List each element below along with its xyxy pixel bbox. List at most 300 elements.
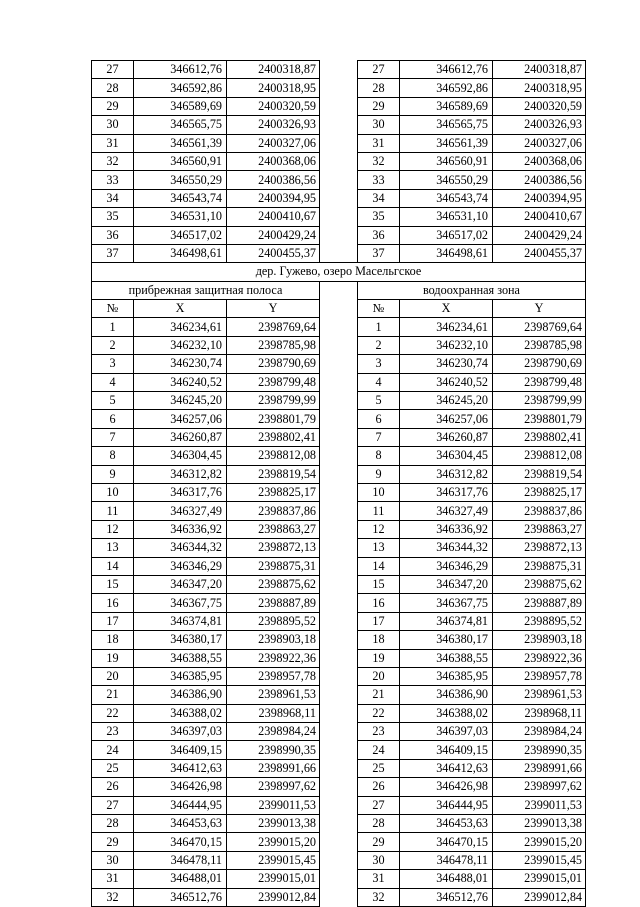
y-coordinate-left: 2398887,89 (227, 594, 320, 612)
x-coordinate-left: 346550,29 (134, 171, 227, 189)
point-number-left: 16 (92, 594, 134, 612)
header-num-right: № (358, 300, 400, 318)
point-number-right: 11 (358, 502, 400, 520)
point-number-left: 34 (92, 189, 134, 207)
y-coordinate-right: 2400318,87 (493, 61, 586, 79)
coordinates-table (91, 60, 586, 907)
header-x-left: X (134, 300, 227, 318)
x-coordinate-right: 346234,61 (400, 318, 493, 336)
gap-cell (320, 833, 358, 851)
x-coordinate-left: 346304,45 (134, 447, 227, 465)
point-number-left: 23 (92, 723, 134, 741)
table-row (92, 815, 586, 833)
point-number-right: 27 (358, 61, 400, 79)
section-title: дер. Гужево, озеро Масельгское (92, 263, 586, 281)
point-number-right: 1 (358, 318, 400, 336)
x-coordinate-left: 346380,17 (134, 631, 227, 649)
y-coordinate-right: 2398990,35 (493, 741, 586, 759)
table-body (92, 61, 586, 907)
point-number-left: 19 (92, 649, 134, 667)
x-coordinate-right: 346347,20 (400, 575, 493, 593)
point-number-left: 17 (92, 612, 134, 630)
y-coordinate-left: 2398801,79 (227, 410, 320, 428)
y-coordinate-left: 2399015,45 (227, 851, 320, 869)
gap-cell (320, 447, 358, 465)
table-row (92, 539, 586, 557)
point-number-right: 16 (358, 594, 400, 612)
y-coordinate-right: 2400410,67 (493, 208, 586, 226)
x-coordinate-right: 346367,75 (400, 594, 493, 612)
gap-cell (320, 116, 358, 134)
x-coordinate-right: 346336,92 (400, 520, 493, 538)
gap-cell (320, 612, 358, 630)
point-number-right: 28 (358, 79, 400, 97)
point-number-left: 32 (92, 152, 134, 170)
y-coordinate-right: 2398968,11 (493, 704, 586, 722)
y-coordinate-left: 2398802,41 (227, 428, 320, 446)
x-coordinate-left: 346470,15 (134, 833, 227, 851)
point-number-left: 30 (92, 851, 134, 869)
table-row (92, 557, 586, 575)
y-coordinate-left: 2398875,31 (227, 557, 320, 575)
x-coordinate-left: 346257,06 (134, 410, 227, 428)
gap-cell (320, 355, 358, 373)
point-number-right: 30 (358, 116, 400, 134)
x-coordinate-right: 346245,20 (400, 392, 493, 410)
x-coordinate-left: 346412,63 (134, 759, 227, 777)
gap-cell (320, 244, 358, 262)
y-coordinate-left: 2398799,99 (227, 392, 320, 410)
table-row (92, 704, 586, 722)
x-coordinate-left: 346444,95 (134, 796, 227, 814)
table-row (92, 373, 586, 391)
gap-cell (320, 649, 358, 667)
table-row (92, 171, 586, 189)
table-row (92, 465, 586, 483)
point-number-left: 2 (92, 336, 134, 354)
y-coordinate-right: 2398799,48 (493, 373, 586, 391)
gap-cell (320, 888, 358, 906)
y-coordinate-right: 2400368,06 (493, 152, 586, 170)
y-coordinate-left: 2398785,98 (227, 336, 320, 354)
y-coordinate-left: 2399015,20 (227, 833, 320, 851)
x-coordinate-right: 346327,49 (400, 502, 493, 520)
table-row (92, 796, 586, 814)
gap-cell (320, 851, 358, 869)
zone-left-label: прибрежная защитная полоса (92, 281, 320, 299)
x-coordinate-right: 346412,63 (400, 759, 493, 777)
gap-cell (320, 318, 358, 336)
y-coordinate-right: 2400318,95 (493, 79, 586, 97)
point-number-right: 29 (358, 97, 400, 115)
point-number-left: 36 (92, 226, 134, 244)
gap-cell (320, 300, 358, 318)
x-coordinate-right: 346512,76 (400, 888, 493, 906)
x-coordinate-right: 346409,15 (400, 741, 493, 759)
table-row (92, 759, 586, 777)
gap-cell (320, 483, 358, 501)
y-coordinate-right: 2398875,31 (493, 557, 586, 575)
x-coordinate-left: 346232,10 (134, 336, 227, 354)
table-row (92, 483, 586, 501)
y-coordinate-right: 2398957,78 (493, 667, 586, 685)
y-coordinate-left: 2400394,95 (227, 189, 320, 207)
point-number-right: 13 (358, 539, 400, 557)
gap-cell (320, 61, 358, 79)
y-coordinate-left: 2398819,54 (227, 465, 320, 483)
y-coordinate-right: 2400386,56 (493, 171, 586, 189)
x-coordinate-left: 346531,10 (134, 208, 227, 226)
x-coordinate-right: 346444,95 (400, 796, 493, 814)
x-coordinate-right: 346374,81 (400, 612, 493, 630)
y-coordinate-right: 2400327,06 (493, 134, 586, 152)
point-number-left: 29 (92, 97, 134, 115)
x-coordinate-left: 346367,75 (134, 594, 227, 612)
point-number-right: 32 (358, 152, 400, 170)
table-row (92, 336, 586, 354)
point-number-left: 33 (92, 171, 134, 189)
x-coordinate-right: 346565,75 (400, 116, 493, 134)
point-number-right: 34 (358, 189, 400, 207)
y-coordinate-right: 2398799,99 (493, 392, 586, 410)
table-row (92, 741, 586, 759)
table-row (92, 447, 586, 465)
y-coordinate-left: 2400318,87 (227, 61, 320, 79)
table-row (92, 631, 586, 649)
y-coordinate-left: 2398825,17 (227, 483, 320, 501)
x-coordinate-left: 346317,76 (134, 483, 227, 501)
point-number-left: 27 (92, 61, 134, 79)
point-number-left: 10 (92, 483, 134, 501)
y-coordinate-right: 2398872,13 (493, 539, 586, 557)
point-number-left: 35 (92, 208, 134, 226)
gap-cell (320, 723, 358, 741)
header-y-right: Y (493, 300, 586, 318)
point-number-right: 26 (358, 778, 400, 796)
point-number-right: 15 (358, 575, 400, 593)
x-coordinate-right: 346317,76 (400, 483, 493, 501)
point-number-right: 24 (358, 741, 400, 759)
y-coordinate-left: 2400368,06 (227, 152, 320, 170)
table-row (92, 649, 586, 667)
y-coordinate-right: 2398863,27 (493, 520, 586, 538)
gap-cell (320, 539, 358, 557)
x-coordinate-right: 346260,87 (400, 428, 493, 446)
gap-cell (320, 189, 358, 207)
y-coordinate-right: 2400455,37 (493, 244, 586, 262)
x-coordinate-left: 346234,61 (134, 318, 227, 336)
gap-cell (320, 134, 358, 152)
table-row (92, 520, 586, 538)
table-row (92, 667, 586, 685)
table-row (92, 79, 586, 97)
x-coordinate-right: 346344,32 (400, 539, 493, 557)
x-coordinate-left: 346409,15 (134, 741, 227, 759)
y-coordinate-right: 2400320,59 (493, 97, 586, 115)
x-coordinate-right: 346612,76 (400, 61, 493, 79)
point-number-left: 25 (92, 759, 134, 777)
point-number-left: 13 (92, 539, 134, 557)
point-number-left: 1 (92, 318, 134, 336)
gap-cell (320, 778, 358, 796)
gap-cell (320, 208, 358, 226)
table-row (92, 392, 586, 410)
y-coordinate-right: 2398819,54 (493, 465, 586, 483)
y-coordinate-left: 2398872,13 (227, 539, 320, 557)
table-row (92, 575, 586, 593)
x-coordinate-right: 346589,69 (400, 97, 493, 115)
x-coordinate-right: 346531,10 (400, 208, 493, 226)
y-coordinate-right: 2398997,62 (493, 778, 586, 796)
table-row (92, 208, 586, 226)
gap-cell (320, 465, 358, 483)
x-coordinate-left: 346344,32 (134, 539, 227, 557)
y-coordinate-left: 2398957,78 (227, 667, 320, 685)
point-number-right: 2 (358, 336, 400, 354)
zone-right-label: водоохранная зона (358, 281, 586, 299)
point-number-right: 28 (358, 815, 400, 833)
gap-cell (320, 392, 358, 410)
gap-cell (320, 502, 358, 520)
x-coordinate-left: 346426,98 (134, 778, 227, 796)
x-coordinate-right: 346346,29 (400, 557, 493, 575)
point-number-left: 37 (92, 244, 134, 262)
y-coordinate-right: 2399015,20 (493, 833, 586, 851)
y-coordinate-right: 2398922,36 (493, 649, 586, 667)
x-coordinate-right: 346453,63 (400, 815, 493, 833)
x-coordinate-left: 346388,02 (134, 704, 227, 722)
x-coordinate-right: 346386,90 (400, 686, 493, 704)
gap-cell (320, 557, 358, 575)
x-coordinate-right: 346312,82 (400, 465, 493, 483)
table-row (92, 594, 586, 612)
gap-cell (320, 815, 358, 833)
y-coordinate-right: 2398875,62 (493, 575, 586, 593)
x-coordinate-left: 346388,55 (134, 649, 227, 667)
y-coordinate-right: 2398790,69 (493, 355, 586, 373)
gap-cell (320, 704, 358, 722)
point-number-left: 7 (92, 428, 134, 446)
y-coordinate-left: 2398875,62 (227, 575, 320, 593)
x-coordinate-left: 346517,02 (134, 226, 227, 244)
x-coordinate-right: 346543,74 (400, 189, 493, 207)
point-number-left: 6 (92, 410, 134, 428)
point-number-left: 14 (92, 557, 134, 575)
x-coordinate-right: 346304,45 (400, 447, 493, 465)
y-coordinate-left: 2398812,08 (227, 447, 320, 465)
x-coordinate-right: 346592,86 (400, 79, 493, 97)
point-number-right: 22 (358, 704, 400, 722)
point-number-left: 8 (92, 447, 134, 465)
x-coordinate-left: 346386,90 (134, 686, 227, 704)
x-coordinate-right: 346397,03 (400, 723, 493, 741)
x-coordinate-right: 346388,55 (400, 649, 493, 667)
x-coordinate-left: 346385,95 (134, 667, 227, 685)
point-number-left: 5 (92, 392, 134, 410)
zone-row (92, 281, 586, 299)
gap-cell (320, 631, 358, 649)
gap-cell (320, 741, 358, 759)
y-coordinate-right: 2399013,38 (493, 815, 586, 833)
point-number-left: 30 (92, 116, 134, 134)
y-coordinate-left: 2398984,24 (227, 723, 320, 741)
y-coordinate-right: 2398837,86 (493, 502, 586, 520)
y-coordinate-right: 2398785,98 (493, 336, 586, 354)
table-row (92, 888, 586, 906)
point-number-left: 32 (92, 888, 134, 906)
x-coordinate-left: 346374,81 (134, 612, 227, 630)
point-number-left: 3 (92, 355, 134, 373)
table-row (92, 152, 586, 170)
point-number-right: 31 (358, 870, 400, 888)
y-coordinate-left: 2398790,69 (227, 355, 320, 373)
y-coordinate-left: 2399013,38 (227, 815, 320, 833)
y-coordinate-left: 2399015,01 (227, 870, 320, 888)
y-coordinate-left: 2400386,56 (227, 171, 320, 189)
y-coordinate-right: 2398895,52 (493, 612, 586, 630)
table-row (92, 244, 586, 262)
point-number-right: 21 (358, 686, 400, 704)
y-coordinate-left: 2398922,36 (227, 649, 320, 667)
x-coordinate-left: 346612,76 (134, 61, 227, 79)
gap-cell (320, 428, 358, 446)
y-coordinate-left: 2398997,62 (227, 778, 320, 796)
y-coordinate-left: 2400455,37 (227, 244, 320, 262)
table-row (92, 870, 586, 888)
y-coordinate-right: 2398961,53 (493, 686, 586, 704)
x-coordinate-right: 346561,39 (400, 134, 493, 152)
y-coordinate-right: 2399012,84 (493, 888, 586, 906)
gap-cell (320, 410, 358, 428)
table-row (92, 612, 586, 630)
point-number-right: 31 (358, 134, 400, 152)
x-coordinate-left: 346498,61 (134, 244, 227, 262)
y-coordinate-left: 2400410,67 (227, 208, 320, 226)
x-coordinate-left: 346397,03 (134, 723, 227, 741)
table-row (92, 851, 586, 869)
x-coordinate-left: 346565,75 (134, 116, 227, 134)
y-coordinate-right: 2400394,95 (493, 189, 586, 207)
x-coordinate-right: 346560,91 (400, 152, 493, 170)
point-number-right: 20 (358, 667, 400, 685)
point-number-right: 8 (358, 447, 400, 465)
x-coordinate-right: 346488,01 (400, 870, 493, 888)
header-num-left: № (92, 300, 134, 318)
header-x-right: X (400, 300, 493, 318)
gap-cell (320, 79, 358, 97)
y-coordinate-right: 2398801,79 (493, 410, 586, 428)
x-coordinate-right: 346517,02 (400, 226, 493, 244)
point-number-left: 20 (92, 667, 134, 685)
x-coordinate-left: 346561,39 (134, 134, 227, 152)
y-coordinate-left: 2398863,27 (227, 520, 320, 538)
point-number-left: 21 (92, 686, 134, 704)
x-coordinate-right: 346426,98 (400, 778, 493, 796)
y-coordinate-left: 2398837,86 (227, 502, 320, 520)
x-coordinate-left: 346478,11 (134, 851, 227, 869)
table-row (92, 318, 586, 336)
x-coordinate-right: 346478,11 (400, 851, 493, 869)
y-coordinate-right: 2399011,53 (493, 796, 586, 814)
gap-cell (320, 226, 358, 244)
x-coordinate-left: 346230,74 (134, 355, 227, 373)
table-row (92, 428, 586, 446)
x-coordinate-right: 346380,17 (400, 631, 493, 649)
x-coordinate-left: 346592,86 (134, 79, 227, 97)
y-coordinate-left: 2399011,53 (227, 796, 320, 814)
y-coordinate-right: 2398887,89 (493, 594, 586, 612)
x-coordinate-right: 346232,10 (400, 336, 493, 354)
point-number-right: 30 (358, 851, 400, 869)
point-number-left: 18 (92, 631, 134, 649)
y-coordinate-left: 2400318,95 (227, 79, 320, 97)
gap-cell (320, 281, 358, 299)
x-coordinate-left: 346346,29 (134, 557, 227, 575)
gap-cell (320, 336, 358, 354)
x-coordinate-left: 346488,01 (134, 870, 227, 888)
x-coordinate-left: 346512,76 (134, 888, 227, 906)
gap-cell (320, 759, 358, 777)
point-number-right: 12 (358, 520, 400, 538)
x-coordinate-right: 346498,61 (400, 244, 493, 262)
gap-cell (320, 373, 358, 391)
point-number-right: 14 (358, 557, 400, 575)
y-coordinate-left: 2398769,64 (227, 318, 320, 336)
y-coordinate-right: 2398825,17 (493, 483, 586, 501)
point-number-left: 28 (92, 79, 134, 97)
y-coordinate-left: 2400429,24 (227, 226, 320, 244)
y-coordinate-left: 2398991,66 (227, 759, 320, 777)
x-coordinate-right: 346470,15 (400, 833, 493, 851)
y-coordinate-right: 2398991,66 (493, 759, 586, 777)
x-coordinate-left: 346312,82 (134, 465, 227, 483)
point-number-right: 9 (358, 465, 400, 483)
point-number-left: 24 (92, 741, 134, 759)
point-number-left: 31 (92, 870, 134, 888)
y-coordinate-right: 2398984,24 (493, 723, 586, 741)
point-number-right: 17 (358, 612, 400, 630)
point-number-right: 36 (358, 226, 400, 244)
x-coordinate-left: 346543,74 (134, 189, 227, 207)
header-row (92, 300, 586, 318)
gap-cell (320, 686, 358, 704)
gap-cell (320, 870, 358, 888)
table-row (92, 833, 586, 851)
point-number-right: 23 (358, 723, 400, 741)
y-coordinate-right: 2398802,41 (493, 428, 586, 446)
point-number-left: 12 (92, 520, 134, 538)
gap-cell (320, 520, 358, 538)
y-coordinate-left: 2400327,06 (227, 134, 320, 152)
x-coordinate-right: 346240,52 (400, 373, 493, 391)
table-row (92, 226, 586, 244)
table-row (92, 97, 586, 115)
x-coordinate-left: 346245,20 (134, 392, 227, 410)
gap-cell (320, 97, 358, 115)
point-number-right: 27 (358, 796, 400, 814)
gap-cell (320, 575, 358, 593)
table-row (92, 502, 586, 520)
x-coordinate-left: 346347,20 (134, 575, 227, 593)
x-coordinate-right: 346257,06 (400, 410, 493, 428)
y-coordinate-right: 2400326,93 (493, 116, 586, 134)
x-coordinate-left: 346327,49 (134, 502, 227, 520)
point-number-right: 25 (358, 759, 400, 777)
point-number-left: 4 (92, 373, 134, 391)
y-coordinate-right: 2399015,01 (493, 870, 586, 888)
table-row (92, 778, 586, 796)
header-y-left: Y (227, 300, 320, 318)
